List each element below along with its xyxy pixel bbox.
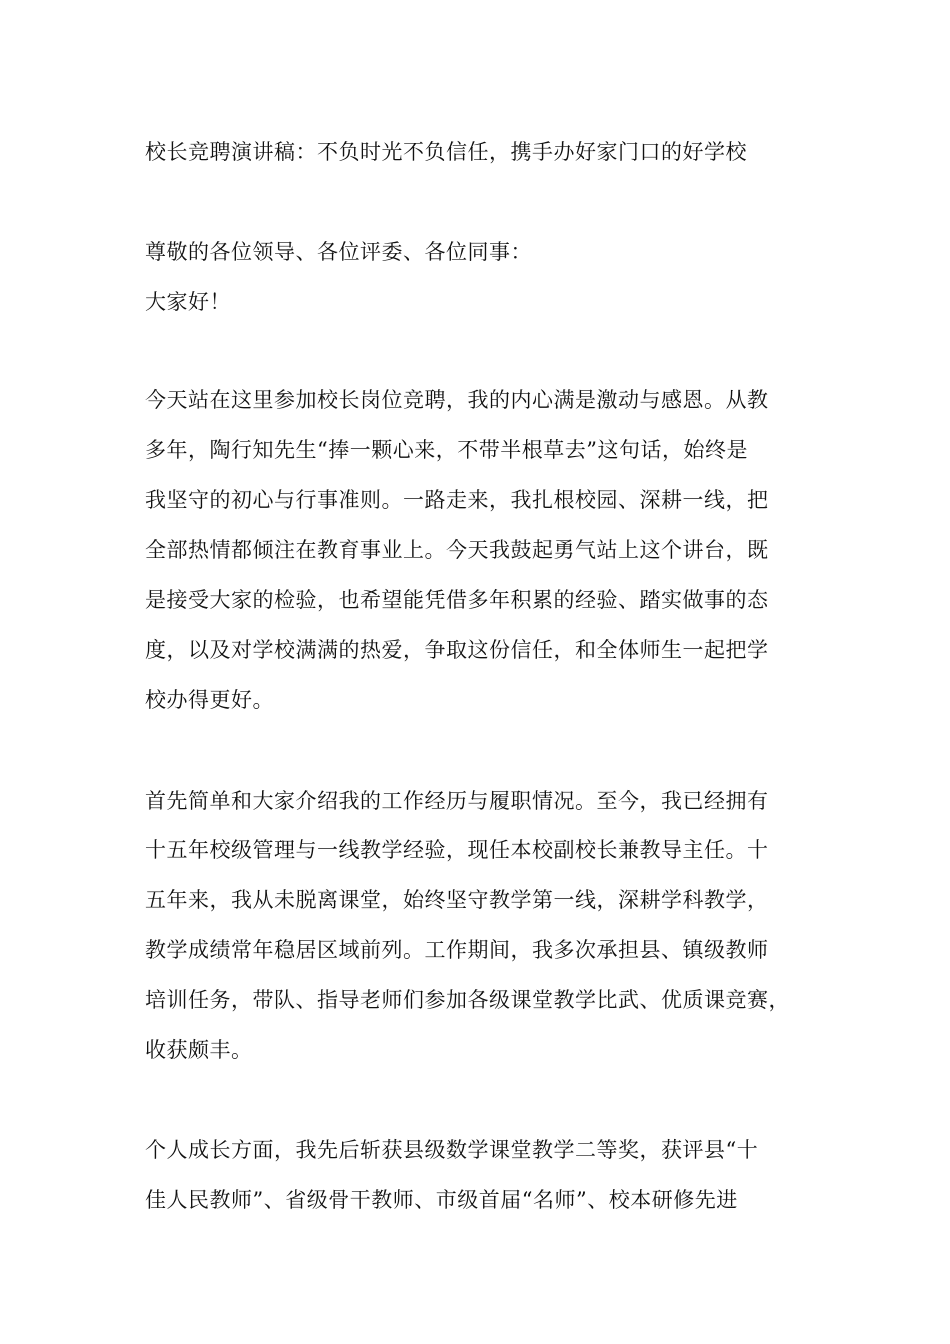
paragraph-2-line: 五年来，我从未脱离课堂，始终坚守教学第一线，深耕学科教学， xyxy=(145,888,769,912)
paragraph-2-line: 收获颇丰。 xyxy=(145,1038,253,1062)
paragraph-1-line: 全部热情都倾注在教育事业上。今天我鼓起勇气站上这个讲台，既 xyxy=(145,538,769,562)
paragraph-1-line: 是接受大家的检验，也希望能凭借多年积累的经验、踏实做事的态 xyxy=(145,588,769,612)
paragraph-2-line: 教学成绩常年稳居区域前列。工作期间，我多次承担县、镇级教师 xyxy=(145,938,769,962)
paragraph-3-line: 个人成长方面，我先后斩获县级数学课堂教学二等奖，获评县“十 xyxy=(145,1138,759,1162)
paragraph-2-line: 首先简单和大家介绍我的工作经历与履职情况。至今，我已经拥有 xyxy=(145,789,769,813)
paragraph-1-line: 校办得更好。 xyxy=(145,688,274,712)
greeting: 大家好！ xyxy=(145,290,231,314)
paragraph-1-line: 今天站在这里参加校长岗位竞聘，我的内心满是激动与感恩。从教 xyxy=(145,388,769,412)
paragraph-2-line: 十五年校级管理与一线教学经验，现任本校副校长兼教导主任。十 xyxy=(145,838,769,862)
document-title: 校长竞聘演讲稿：不负时光不负信任，携手办好家门口的好学校 xyxy=(145,140,747,164)
paragraph-2-line: 培训任务，带队、指导老师们参加各级课堂教学比武、优质课竞赛， xyxy=(145,988,790,1012)
salutation: 尊敬的各位领导、各位评委、各位同事： xyxy=(145,240,532,264)
paragraph-1-line: 度，以及对学校满满的热爱，争取这份信任，和全体师生一起把学 xyxy=(145,638,769,662)
paragraph-3-line: 佳人民教师”、省级骨干教师、市级首届“名师”、校本研修先进 xyxy=(145,1188,738,1212)
paragraph-1-line: 我坚守的初心与行事准则。一路走来，我扎根校园、深耕一线，把 xyxy=(145,488,769,512)
paragraph-1-line: 多年，陶行知先生“捧一颗心来，不带半根草去”这句话，始终是 xyxy=(145,438,748,462)
